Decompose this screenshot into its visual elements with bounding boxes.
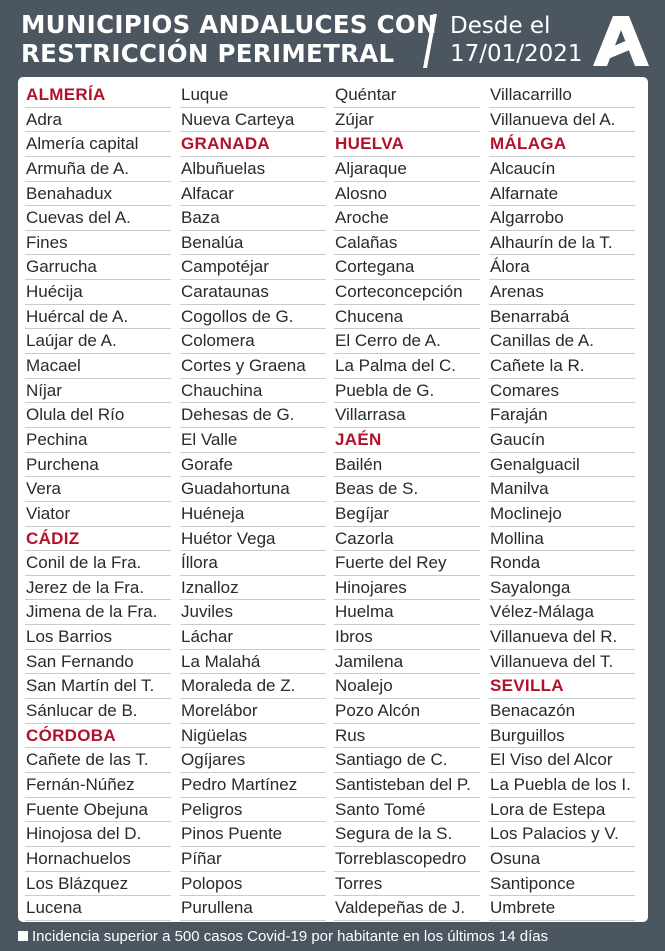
municipality-item: Comares [489,379,635,404]
municipality-item: Alhaurín de la T. [489,231,635,256]
municipality-item: Alosno [334,182,480,207]
municipality-item: Baza [180,206,326,231]
municipality-item: Hinojares [334,576,480,601]
municipality-item: Santo Tomé [334,798,480,823]
header [0,0,665,76]
municipality-item: Viator [25,502,171,527]
municipality-item: Los Blázquez [25,872,171,897]
municipality-item: Calañas [334,231,480,256]
municipality-item: Fuerte del Rey [334,551,480,576]
municipality-item: Umbrete [489,896,635,921]
municipality-item: Pozo Alcón [334,699,480,724]
municipality-item: Sánlucar de B. [25,699,171,724]
municipality-item: Los Barrios [25,625,171,650]
municipality-item: Álora [489,255,635,280]
province-heading: ALMERÍA [25,83,171,108]
province-heading: MÁLAGA [489,132,635,157]
municipality-item: Conil de la Fra. [25,551,171,576]
province-heading: GRANADA [180,132,326,157]
legend-bar-icon [18,931,28,941]
municipality-item: Villanueva del A. [489,108,635,133]
municipality-item: Fernán-Núñez [25,773,171,798]
municipality-item: Genalguacil [489,453,635,478]
municipality-item: Iznalloz [180,576,326,601]
municipality-item: Sayalonga [489,576,635,601]
municipality-item: Armuña de A. [25,157,171,182]
province-heading: CÁDIZ [25,527,171,552]
municipality-item: Polopos [180,872,326,897]
column-3 [334,83,480,921]
municipality-item: Santisteban del P. [334,773,480,798]
column-1 [25,83,171,921]
municipality-item: Villacarrillo [489,83,635,108]
municipality-item: Olula del Río [25,403,171,428]
municipality-item: Lora de Estepa [489,798,635,823]
municipality-item: Aljaraque [334,157,480,182]
municipality-item: Chauchina [180,379,326,404]
municipality-item: Los Palacios y V. [489,822,635,847]
municipality-item: Cogollos de G. [180,305,326,330]
municipality-item: La Palma del C. [334,354,480,379]
municipality-item: Gorafe [180,453,326,478]
province-heading: JAÉN [334,428,480,453]
junta-andalucia-logo-icon [593,14,649,68]
municipality-item: Cortes y Graena [180,354,326,379]
municipality-item: Alcaucín [489,157,635,182]
municipality-item: Begíjar [334,502,480,527]
municipality-item: Corteconcepción [334,280,480,305]
municipality-item: Peligros [180,798,326,823]
municipality-item: Adra [25,108,171,133]
footer-note [18,926,648,948]
column-2 [180,83,326,921]
municipality-item: Dehesas de G. [180,403,326,428]
municipality-item: Colomera [180,329,326,354]
municipality-item: Níjar [25,379,171,404]
municipality-item: Benalúa [180,231,326,256]
municipality-item: El Viso del Alcor [489,748,635,773]
municipality-item: Lucena [25,896,171,921]
municipality-item: Villanueva del R. [489,625,635,650]
municipality-item: Hinojosa del D. [25,822,171,847]
municipality-item: Chucena [334,305,480,330]
municipality-item: Benacazón [489,699,635,724]
municipality-item: Gaucín [489,428,635,453]
title-line-1: MUNICIPIOS ANDALUCES CON [21,10,437,39]
municipality-item: Huelma [334,600,480,625]
municipality-item: Beas de S. [334,477,480,502]
municipality-item: Vera [25,477,171,502]
municipality-item: Purchena [25,453,171,478]
municipality-item: Fuente Obejuna [25,798,171,823]
municipality-item: Huéneja [180,502,326,527]
municipality-item: El Valle [180,428,326,453]
municipality-item: Ronda [489,551,635,576]
municipality-item: Cañete de las T. [25,748,171,773]
municipality-item: Nigüelas [180,724,326,749]
municipality-item: Campotéjar [180,255,326,280]
municipality-item: La Malahá [180,650,326,675]
municipality-item: Jerez de la Fra. [25,576,171,601]
municipality-item: El Cerro de A. [334,329,480,354]
municipality-item: Pinos Puente [180,822,326,847]
municipality-item: Luque [180,83,326,108]
municipality-item: Ogíjares [180,748,326,773]
municipality-item: Cuevas del A. [25,206,171,231]
column-4 [489,83,635,921]
date-label [450,12,583,68]
municipality-item: Benarrabá [489,305,635,330]
municipality-item: Jimena de la Fra. [25,600,171,625]
municipality-item: San Fernando [25,650,171,675]
municipality-item: Santiponce [489,872,635,897]
municipality-item: Aroche [334,206,480,231]
municipality-item: Purullena [180,896,326,921]
municipality-item: Huétor Vega [180,527,326,552]
municipality-item: Albuñuelas [180,157,326,182]
municipality-item: La Puebla de los I. [489,773,635,798]
municipality-item: Vélez-Málaga [489,600,635,625]
municipality-item: Santiago de C. [334,748,480,773]
municipality-item: Morelábor [180,699,326,724]
date-line-2: 17/01/2021 [450,41,583,67]
municipality-item: Villarrasa [334,403,480,428]
municipality-item: Pechina [25,428,171,453]
municipality-item: Quéntar [334,83,480,108]
date-line-1: Desde el [450,13,551,39]
municipality-item: Valdepeñas de J. [334,896,480,921]
municipality-item: Canillas de A. [489,329,635,354]
municipality-item: Rus [334,724,480,749]
municipality-item: Juviles [180,600,326,625]
municipality-item: Algarrobo [489,206,635,231]
municipality-item: Alfacar [180,182,326,207]
municipality-item: Huécija [25,280,171,305]
municipality-item: Burguillos [489,724,635,749]
municipality-item: Almería capital [25,132,171,157]
municipality-item: Pedro Martínez [180,773,326,798]
municipality-list [18,77,648,922]
municipality-item: Moclinejo [489,502,635,527]
municipality-item: Noalejo [334,674,480,699]
municipality-item: Moraleda de Z. [180,674,326,699]
municipality-item: Jamilena [334,650,480,675]
province-heading: HUELVA [334,132,480,157]
slash-divider-icon [423,14,437,68]
municipality-item: Cañete la R. [489,354,635,379]
municipality-item: Macael [25,354,171,379]
municipality-item: Guadahortuna [180,477,326,502]
municipality-item: Zújar [334,108,480,133]
municipality-item: Hornachuelos [25,847,171,872]
municipality-item: Laújar de A. [25,329,171,354]
municipality-item: Osuna [489,847,635,872]
municipality-item: Íllora [180,551,326,576]
municipality-item: Nueva Carteya [180,108,326,133]
municipality-item: Torreblascopedro [334,847,480,872]
municipality-item: Alfarnate [489,182,635,207]
municipality-item: Manilva [489,477,635,502]
title-line-2: RESTRICCIÓN PERIMETRAL [21,39,395,68]
municipality-item: Carataunas [180,280,326,305]
municipality-item: Arenas [489,280,635,305]
municipality-item: Segura de la S. [334,822,480,847]
municipality-item: Faraján [489,403,635,428]
municipality-item: San Martín del T. [25,674,171,699]
municipality-item: Cazorla [334,527,480,552]
municipality-item: Ibros [334,625,480,650]
municipality-item: Huércal de A. [25,305,171,330]
province-heading: SEVILLA [489,674,635,699]
municipality-item: Mollina [489,527,635,552]
footer-text: Incidencia superior a 500 casos Covid-19 por habitante en los últimos 14 días [32,928,549,945]
municipality-item: Garrucha [25,255,171,280]
municipality-item: Bailén [334,453,480,478]
municipality-item: Torres [334,872,480,897]
municipality-item: Benahadux [25,182,171,207]
municipality-item: Píñar [180,847,326,872]
municipality-item: Láchar [180,625,326,650]
municipality-item: Villanueva del T. [489,650,635,675]
municipality-item: Fines [25,231,171,256]
municipality-item: Cortegana [334,255,480,280]
province-heading: CÓRDOBA [25,724,171,749]
municipality-item: Puebla de G. [334,379,480,404]
page-title [21,10,437,68]
